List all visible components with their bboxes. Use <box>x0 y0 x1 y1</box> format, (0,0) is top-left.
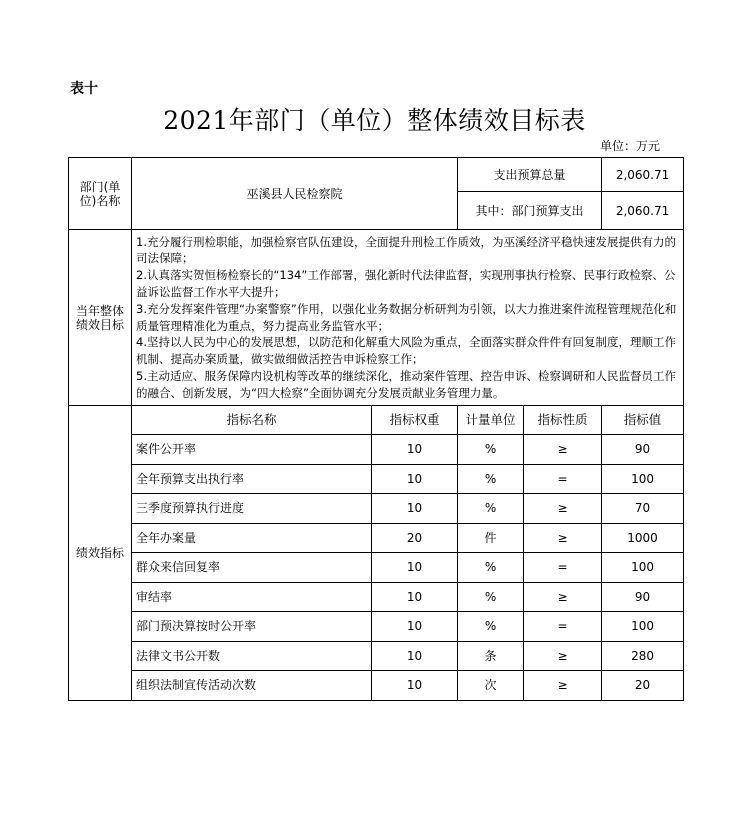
indicator-unit: 件 <box>458 523 524 553</box>
header-unit: 计量单位 <box>458 406 524 435</box>
indicator-name: 法律文书公开数 <box>132 641 372 671</box>
dept-name-value: 巫溪县人民检察院 <box>246 186 343 201</box>
table-row <box>69 553 684 583</box>
indicator-nature: = <box>524 553 602 583</box>
indicator-weight: 10 <box>372 435 458 465</box>
goal-item-3: 3.充分发挥案件管理“办案警察”作用，以强化业务数据分析研判为引领，以大力推进案件流程管理规范化和质量管理精准化为重点，努力提高业务监管水平； <box>136 301 677 333</box>
indicator-unit: % <box>458 582 524 612</box>
indicator-name: 群众来信回复率 <box>132 553 372 583</box>
table-row <box>69 494 684 524</box>
indicator-nature: ≥ <box>524 582 602 612</box>
budget-total-cell <box>602 158 684 192</box>
unit-note: 单位：万元 <box>600 139 661 153</box>
indicator-nature: ≥ <box>524 523 602 553</box>
indicators-label-cell <box>69 406 132 701</box>
document-label: 表十 <box>70 81 98 97</box>
indicator-name: 案件公开率 <box>132 435 372 465</box>
budget-total-value: 2,060.71 <box>615 167 670 182</box>
dept-row-1 <box>69 158 684 192</box>
indicator-name: 部门预决算按时公开率 <box>132 612 372 642</box>
indicator-nature: ≥ <box>524 494 602 524</box>
indicator-weight: 10 <box>372 464 458 494</box>
dept-budget-value: 2,060.71 <box>615 203 670 218</box>
indicator-name: 全年预算支出执行率 <box>132 464 372 494</box>
budget-total-label-cell <box>458 158 602 192</box>
indicator-name: 组织法制宣传活动次数 <box>132 671 372 701</box>
indicator-value: 100 <box>602 612 684 642</box>
indicator-nature: ≥ <box>524 641 602 671</box>
indicator-value: 90 <box>602 435 684 465</box>
header-value: 指标值 <box>602 406 684 435</box>
goal-item-4: 4.坚持以人民为中心的发展思想，以防范和化解重大风险为重点，全面落实群众件件有回复制度，理顺工作机制、提高办案质量，做实做细做活控告申诉检察工作； <box>136 335 676 367</box>
goals-content-cell <box>132 230 684 406</box>
table-row <box>69 464 684 494</box>
indicator-name: 三季度预算执行进度 <box>132 494 372 524</box>
indicator-weight: 10 <box>372 641 458 671</box>
table-row <box>69 523 684 553</box>
indicator-value: 70 <box>602 494 684 524</box>
table-row <box>69 671 684 701</box>
goals-label: 当年整体绩效目标 <box>75 303 124 332</box>
indicator-nature: ≥ <box>524 671 602 701</box>
indicator-weight: 10 <box>372 553 458 583</box>
indicator-weight: 10 <box>372 582 458 612</box>
indicator-unit: % <box>458 553 524 583</box>
indicator-name: 审结率 <box>132 582 372 612</box>
indicator-unit: % <box>458 464 524 494</box>
indicator-value: 100 <box>602 553 684 583</box>
indicator-unit: % <box>458 612 524 642</box>
dept-budget-label: 其中：部门预算支出 <box>475 203 584 218</box>
budget-total-label: 支出预算总量 <box>493 167 566 182</box>
goal-item-2: 2.认真落实贺恒杨检察长的“134”工作部署，强化新时代法律监督，实现刑事执行检察、民事行政检察、公益诉讼监督工作水平大提升； <box>136 268 676 299</box>
header-nature: 指标性质 <box>524 406 602 435</box>
indicator-name: 全年办案量 <box>132 523 372 553</box>
indicator-nature: ≥ <box>524 435 602 465</box>
table-row <box>69 435 684 465</box>
indicator-value: 20 <box>602 671 684 701</box>
indicator-header-row <box>69 406 684 435</box>
header-weight: 指标权重 <box>372 406 458 435</box>
indicator-weight: 10 <box>372 671 458 701</box>
indicator-unit: % <box>458 494 524 524</box>
indicator-nature: = <box>524 464 602 494</box>
dept-budget-cell <box>602 192 684 230</box>
dept-name-label-cell <box>69 158 132 230</box>
indicator-value: 100 <box>602 464 684 494</box>
indicator-nature: = <box>524 612 602 642</box>
table-row <box>69 582 684 612</box>
table-row <box>69 612 684 642</box>
indicator-value: 280 <box>602 641 684 671</box>
goals-label-cell <box>69 230 132 406</box>
dept-name-cell <box>132 158 458 230</box>
indicator-weight: 20 <box>372 523 458 553</box>
goals-row <box>69 230 684 406</box>
indicator-value: 90 <box>602 582 684 612</box>
indicators-label: 绩效指标 <box>75 545 124 560</box>
header-name: 指标名称 <box>132 406 372 435</box>
page-title: 2021年部门（单位）整体绩效目标表 <box>163 106 586 135</box>
table-row <box>69 641 684 671</box>
dept-budget-label-cell <box>458 192 602 230</box>
dept-name-label: 部门(单位)名称 <box>79 179 121 208</box>
performance-goal-table <box>68 157 684 701</box>
indicator-weight: 10 <box>372 494 458 524</box>
indicator-unit: % <box>458 435 524 465</box>
goal-item-5: 5.主动适应、服务保障内设机构等改革的继续深化，推动案件管理、控告申诉、检察调研和人民监督员工作的融合、创新发展，为“四大检察”全面协调充分发展贡献业务管理力量。 <box>136 368 676 400</box>
indicator-weight: 10 <box>372 612 458 642</box>
indicator-value: 1000 <box>602 523 684 553</box>
indicator-unit: 次 <box>458 671 524 701</box>
goal-item-1: 1.充分履行刑检职能，加强检察官队伍建设，全面提升刑检工作质效，为巫溪经济平稳快速发展提供有力的司法保障； <box>136 234 676 266</box>
indicator-unit: 条 <box>458 641 524 671</box>
